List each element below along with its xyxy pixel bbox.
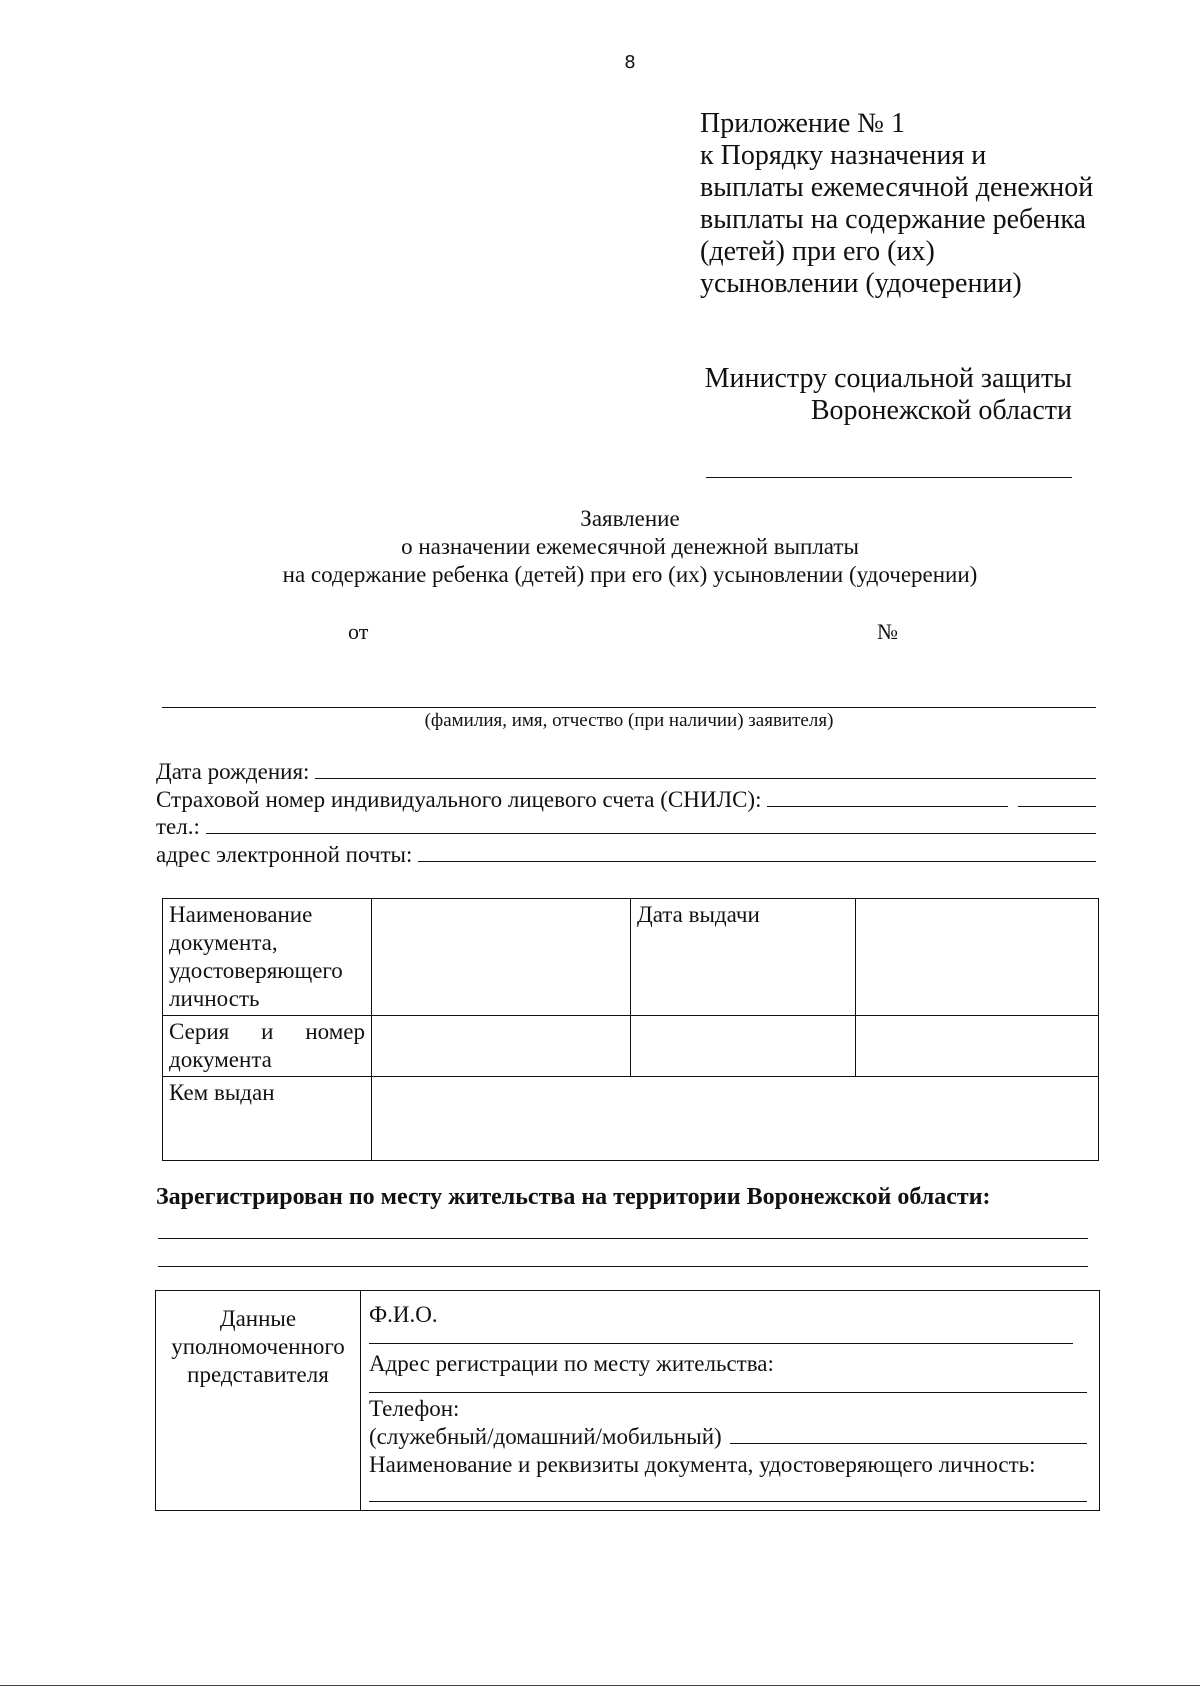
issued-by-label: Кем выдан [163,1077,372,1161]
rep-fio-label: Ф.И.О. [369,1302,438,1327]
series-cell[interactable] [372,1016,631,1077]
representative-table [155,1290,1100,1511]
phone-row [156,813,1096,841]
appendix-line: выплаты на содержание ребенка [700,204,1086,235]
addressee-line: Воронежской области [810,395,1072,426]
snils-row [156,786,1096,814]
phone-label: тел.: [156,814,200,839]
issue-date-cell[interactable] [856,899,1099,1016]
registration-address-field[interactable] [158,1266,1088,1267]
rep-phone-types: (служебный/домашний/мобильный) [369,1424,722,1449]
appendix-line: Приложение № 1 [700,108,905,139]
issue-date-label: Дата выдачи [631,899,856,1016]
addressee-block [640,363,1072,427]
issued-by-cell[interactable] [372,1077,1099,1161]
rep-address-field[interactable] [369,1392,1087,1393]
birth-date-row [156,758,1096,786]
birth-date-label: Дата рождения: [156,759,310,784]
addressee-name-field[interactable] [706,477,1072,478]
rep-phone-row [369,1423,1087,1451]
series-cell[interactable] [631,1016,856,1077]
registration-address-field[interactable] [158,1238,1088,1239]
registration-heading: Зарегистрирован по месту жительства на территории Воронежской области: [156,1184,991,1210]
snils-label: Страховой номер индивидуального лицевого счета (СНИЛС): [156,787,762,812]
email-label: адрес электронной почты: [156,842,413,867]
rep-phone-field[interactable] [730,1423,1087,1444]
rep-fio-field[interactable] [369,1343,1073,1344]
rep-phone-label: Телефон: [369,1396,460,1421]
rep-document-label: Наименование и реквизиты документа, удостоверяющего личность: [369,1452,1036,1477]
application-title-block [200,505,1060,589]
representative-details [361,1291,1100,1511]
birth-date-field[interactable] [315,758,1096,779]
doc-name-cell[interactable] [372,899,631,1016]
page-number: 8 [624,52,636,73]
id-document-table [162,898,1099,1161]
representative-label: Данные уполномоченного представителя [156,1291,361,1511]
appendix-line: к Порядку назначения и [700,140,987,171]
rep-address-label: Адрес регистрации по месту жительства: [369,1351,774,1376]
doc-name-label: Наименование документа, удостоверяющего личность [163,899,372,1016]
applicant-name-field[interactable] [162,707,1096,708]
application-title: Заявление [580,506,680,531]
series-label: Серия и номер документа [163,1016,372,1077]
from-date-label: от [348,619,369,644]
appendix-line: выплаты ежемесячной денежной [700,172,1094,203]
addressee-line: Министру социальной защиты [704,363,1072,394]
email-field[interactable] [418,841,1096,862]
application-subtitle: на содержание ребенка (детей) при его (их) усыновлении (удочерении) [282,562,978,587]
application-number-label: № [877,619,898,644]
page-bottom-edge [0,1685,1200,1686]
application-subtitle: о назначении ежемесячной денежной выплаты [401,534,859,559]
snils-field[interactable] [767,786,1008,807]
series-cell[interactable] [856,1016,1099,1077]
rep-document-field[interactable] [369,1501,1087,1502]
appendix-line: (детей) при его (их) [700,236,935,267]
applicant-name-caption: (фамилия, имя, отчество (при наличии) заявителя) [424,710,834,731]
appendix-line: усыновлении (удочерении) [700,268,1022,299]
phone-field[interactable] [206,813,1096,834]
email-row [156,841,1096,869]
appendix-header [700,108,1120,300]
snils-check-field[interactable] [1018,786,1096,807]
